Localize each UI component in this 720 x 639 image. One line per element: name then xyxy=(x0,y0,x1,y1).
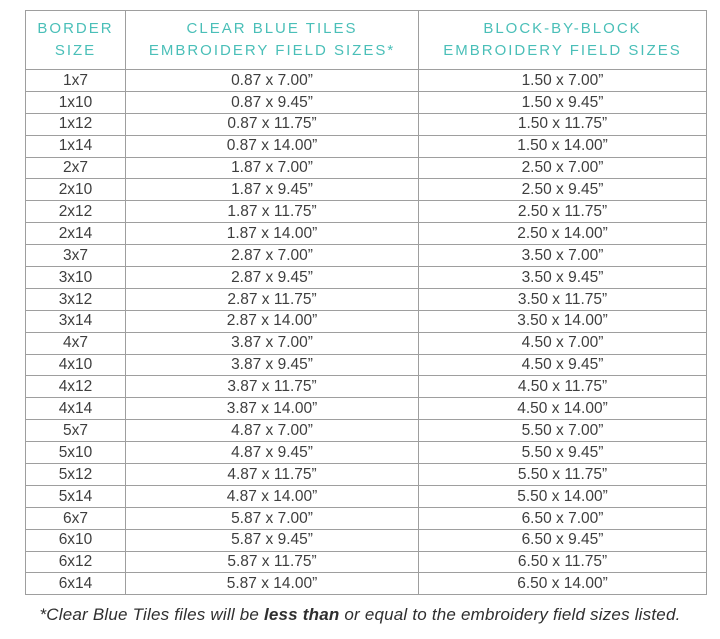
block-by-block-cell: 1.50 x 11.75” xyxy=(419,113,707,135)
clear-blue-tiles-cell: 5.87 x 7.00” xyxy=(126,507,419,529)
block-by-block-cell: 6.50 x 9.45” xyxy=(419,529,707,551)
table-row xyxy=(26,464,707,486)
block-by-block-cell: 3.50 x 9.45” xyxy=(419,267,707,289)
border-size-cell: 1x14 xyxy=(26,135,126,157)
table-row xyxy=(26,332,707,354)
table-header-row xyxy=(26,11,707,70)
border-size-cell: 6x10 xyxy=(26,529,126,551)
footnote-emphasis: less than xyxy=(263,605,340,624)
block-by-block-cell: 3.50 x 11.75” xyxy=(419,288,707,310)
border-size-cell: 1x12 xyxy=(26,113,126,135)
table-row xyxy=(26,223,707,245)
clear-blue-tiles-cell: 2.87 x 11.75” xyxy=(126,288,419,310)
border-size-cell: 3x12 xyxy=(26,288,126,310)
clear-blue-tiles-cell: 5.87 x 11.75” xyxy=(126,551,419,573)
border-size-cell: 6x7 xyxy=(26,507,126,529)
block-by-block-cell: 5.50 x 7.00” xyxy=(419,420,707,442)
clear-blue-tiles-cell: 0.87 x 7.00” xyxy=(126,70,419,92)
clear-blue-tiles-cell: 0.87 x 9.45” xyxy=(126,91,419,113)
clear-blue-tiles-cell: 3.87 x 11.75” xyxy=(126,376,419,398)
table-row xyxy=(26,288,707,310)
border-size-cell: 3x7 xyxy=(26,245,126,267)
block-by-block-cell: 5.50 x 9.45” xyxy=(419,442,707,464)
table-body xyxy=(26,70,707,595)
block-by-block-cell: 6.50 x 7.00” xyxy=(419,507,707,529)
table-row xyxy=(26,354,707,376)
table-row xyxy=(26,113,707,135)
border-size-cell: 4x7 xyxy=(26,332,126,354)
clear-blue-tiles-cell: 0.87 x 11.75” xyxy=(126,113,419,135)
border-size-cell: 1x7 xyxy=(26,70,126,92)
block-by-block-cell: 6.50 x 14.00” xyxy=(419,573,707,595)
column-header-clear-blue-tiles xyxy=(126,11,419,70)
table-row xyxy=(26,179,707,201)
clear-blue-tiles-cell: 4.87 x 7.00” xyxy=(126,420,419,442)
clear-blue-tiles-cell: 3.87 x 9.45” xyxy=(126,354,419,376)
table-row xyxy=(26,442,707,464)
border-size-cell: 5x14 xyxy=(26,485,126,507)
border-size-cell: 4x10 xyxy=(26,354,126,376)
border-size-cell: 4x14 xyxy=(26,398,126,420)
border-size-cell: 1x10 xyxy=(26,91,126,113)
footnote-text-end: or equal to the embroidery field sizes listed. xyxy=(339,605,681,624)
border-size-cell: 2x10 xyxy=(26,179,126,201)
block-by-block-cell: 1.50 x 9.45” xyxy=(419,91,707,113)
block-by-block-cell: 4.50 x 14.00” xyxy=(419,398,707,420)
clear-blue-tiles-cell: 1.87 x 9.45” xyxy=(126,179,419,201)
border-size-cell: 6x14 xyxy=(26,573,126,595)
border-size-cell: 2x12 xyxy=(26,201,126,223)
border-size-cell: 6x12 xyxy=(26,551,126,573)
block-by-block-cell: 4.50 x 7.00” xyxy=(419,332,707,354)
clear-blue-tiles-cell: 1.87 x 14.00” xyxy=(126,223,419,245)
border-size-cell: 4x12 xyxy=(26,376,126,398)
border-size-cell: 2x14 xyxy=(26,223,126,245)
header-line: SIZE xyxy=(54,42,97,59)
block-by-block-cell: 3.50 x 7.00” xyxy=(419,245,707,267)
table-row xyxy=(26,267,707,289)
table-row xyxy=(26,201,707,223)
clear-blue-tiles-cell: 4.87 x 11.75” xyxy=(126,464,419,486)
block-by-block-cell: 1.50 x 14.00” xyxy=(419,135,707,157)
header-line: CLEAR BLUE TILES xyxy=(186,19,358,37)
table-row xyxy=(26,420,707,442)
block-by-block-cell: 2.50 x 9.45” xyxy=(419,179,707,201)
clear-blue-tiles-cell: 3.87 x 14.00” xyxy=(126,398,419,420)
footnote xyxy=(0,605,720,625)
clear-blue-tiles-cell: 4.87 x 14.00” xyxy=(126,485,419,507)
border-size-cell: 5x12 xyxy=(26,464,126,486)
block-by-block-cell: 1.50 x 7.00” xyxy=(419,70,707,92)
clear-blue-tiles-cell: 5.87 x 14.00” xyxy=(126,573,419,595)
footnote-text-start: *Clear Blue Tiles files will be xyxy=(39,605,264,624)
embroidery-size-table xyxy=(25,10,707,595)
table-row xyxy=(26,70,707,92)
clear-blue-tiles-cell: 4.87 x 9.45” xyxy=(126,442,419,464)
table-row xyxy=(26,310,707,332)
border-size-cell: 5x7 xyxy=(26,420,126,442)
block-by-block-cell: 5.50 x 14.00” xyxy=(419,485,707,507)
table-row xyxy=(26,376,707,398)
clear-blue-tiles-cell: 5.87 x 9.45” xyxy=(126,529,419,551)
table-row xyxy=(26,529,707,551)
border-size-cell: 3x10 xyxy=(26,267,126,289)
block-by-block-cell: 5.50 x 11.75” xyxy=(419,464,707,486)
header-line: EMBROIDERY FIELD SIZES* xyxy=(148,42,396,59)
block-by-block-cell: 2.50 x 14.00” xyxy=(419,223,707,245)
clear-blue-tiles-cell: 1.87 x 7.00” xyxy=(126,157,419,179)
header-line: BORDER xyxy=(37,19,114,37)
table-row xyxy=(26,398,707,420)
border-size-cell: 2x7 xyxy=(26,157,126,179)
table-row xyxy=(26,551,707,573)
clear-blue-tiles-cell: 2.87 x 9.45” xyxy=(126,267,419,289)
block-by-block-cell: 6.50 x 11.75” xyxy=(419,551,707,573)
clear-blue-tiles-cell: 2.87 x 7.00” xyxy=(126,245,419,267)
table-row xyxy=(26,245,707,267)
border-size-cell: 3x14 xyxy=(26,310,126,332)
clear-blue-tiles-cell: 3.87 x 7.00” xyxy=(126,332,419,354)
table-row xyxy=(26,507,707,529)
clear-blue-tiles-cell: 1.87 x 11.75” xyxy=(126,201,419,223)
table-row xyxy=(26,91,707,113)
table-row xyxy=(26,157,707,179)
table-row xyxy=(26,573,707,595)
border-size-cell: 5x10 xyxy=(26,442,126,464)
header-line: EMBROIDERY FIELD SIZES xyxy=(443,42,682,59)
header-line: BLOCK-BY-BLOCK xyxy=(483,19,642,37)
clear-blue-tiles-cell: 2.87 x 14.00” xyxy=(126,310,419,332)
table-row xyxy=(26,485,707,507)
block-by-block-cell: 2.50 x 11.75” xyxy=(419,201,707,223)
block-by-block-cell: 4.50 x 9.45” xyxy=(419,354,707,376)
block-by-block-cell: 4.50 x 11.75” xyxy=(419,376,707,398)
table-row xyxy=(26,135,707,157)
column-header-border-size xyxy=(26,11,126,70)
block-by-block-cell: 3.50 x 14.00” xyxy=(419,310,707,332)
clear-blue-tiles-cell: 0.87 x 14.00” xyxy=(126,135,419,157)
column-header-block-by-block xyxy=(419,11,707,70)
block-by-block-cell: 2.50 x 7.00” xyxy=(419,157,707,179)
